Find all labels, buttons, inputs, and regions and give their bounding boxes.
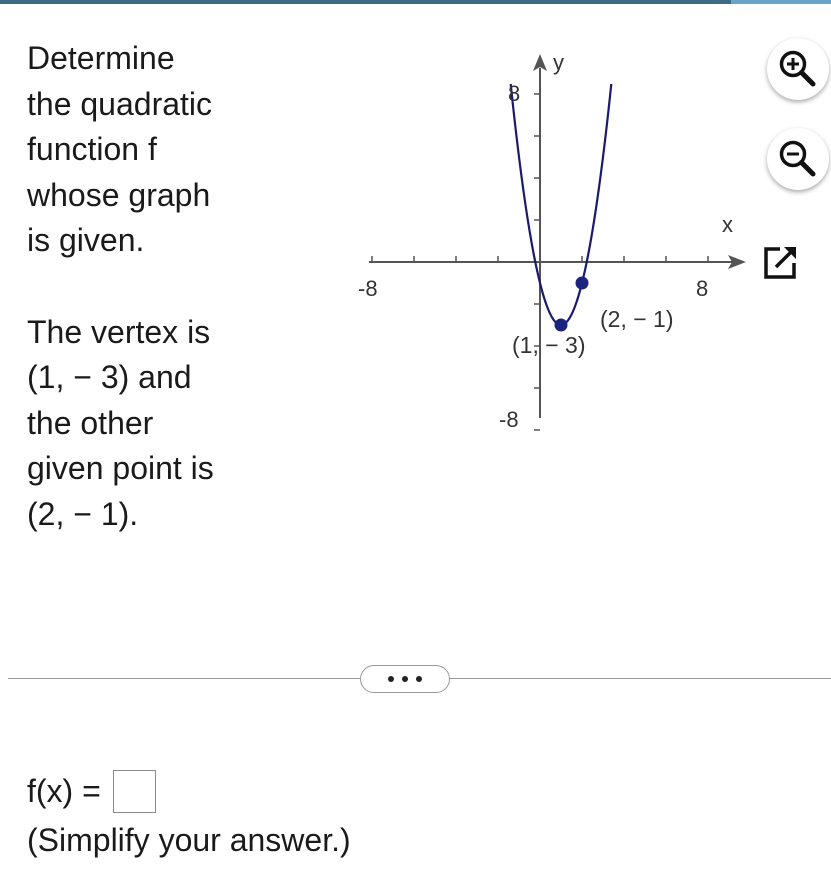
ellipsis-icon [402, 676, 408, 682]
answer-input[interactable] [113, 770, 156, 813]
vertex-line: (2, − 1). [27, 495, 139, 532]
top-border [0, 0, 831, 4]
graph-svg [340, 40, 760, 440]
x-axis-label: x [722, 212, 733, 237]
problem-line: whose graph [27, 176, 211, 213]
problem-line: Determine [27, 40, 175, 76]
top-border-accent [731, 0, 831, 4]
problem-statement [27, 36, 252, 537]
popout-icon [758, 241, 802, 285]
y-max-label: 8 [508, 81, 521, 106]
y-min-label: -8 [499, 407, 519, 432]
x-min-label: -8 [358, 276, 378, 301]
vertex-label: (1, − 3) [512, 332, 586, 358]
vertex-line: (1, − 3) and [27, 359, 192, 395]
answer-hint: (Simplify your answer.) [27, 822, 351, 858]
show-more-button[interactable] [360, 665, 450, 693]
popout-button[interactable] [752, 235, 808, 291]
problem-line: is given. [27, 222, 145, 258]
zoom-in-button[interactable] [767, 38, 829, 100]
ellipsis-icon [416, 676, 422, 682]
problem-line: the quadratic [27, 85, 213, 122]
parabola-graph [340, 40, 760, 440]
answer-label: f(x) = [27, 772, 101, 809]
zoom-in-icon [776, 47, 820, 91]
spacer [27, 264, 252, 310]
ellipsis-icon [388, 676, 394, 682]
y-axis-label: y [553, 50, 564, 75]
parabola-curve [488, 0, 635, 325]
zoom-out-icon [776, 137, 820, 181]
x-max-label: 8 [696, 276, 709, 301]
vertex-line: The vertex is [27, 313, 211, 350]
vertex-line: given point is [27, 450, 214, 486]
given-point [576, 277, 589, 290]
vertex-point [555, 319, 568, 332]
vertex-line: the other [27, 404, 154, 441]
zoom-out-button[interactable] [767, 128, 829, 190]
answer-row [27, 765, 156, 817]
problem-line: function f [27, 131, 157, 167]
point-label: (2, − 1) [600, 306, 674, 332]
